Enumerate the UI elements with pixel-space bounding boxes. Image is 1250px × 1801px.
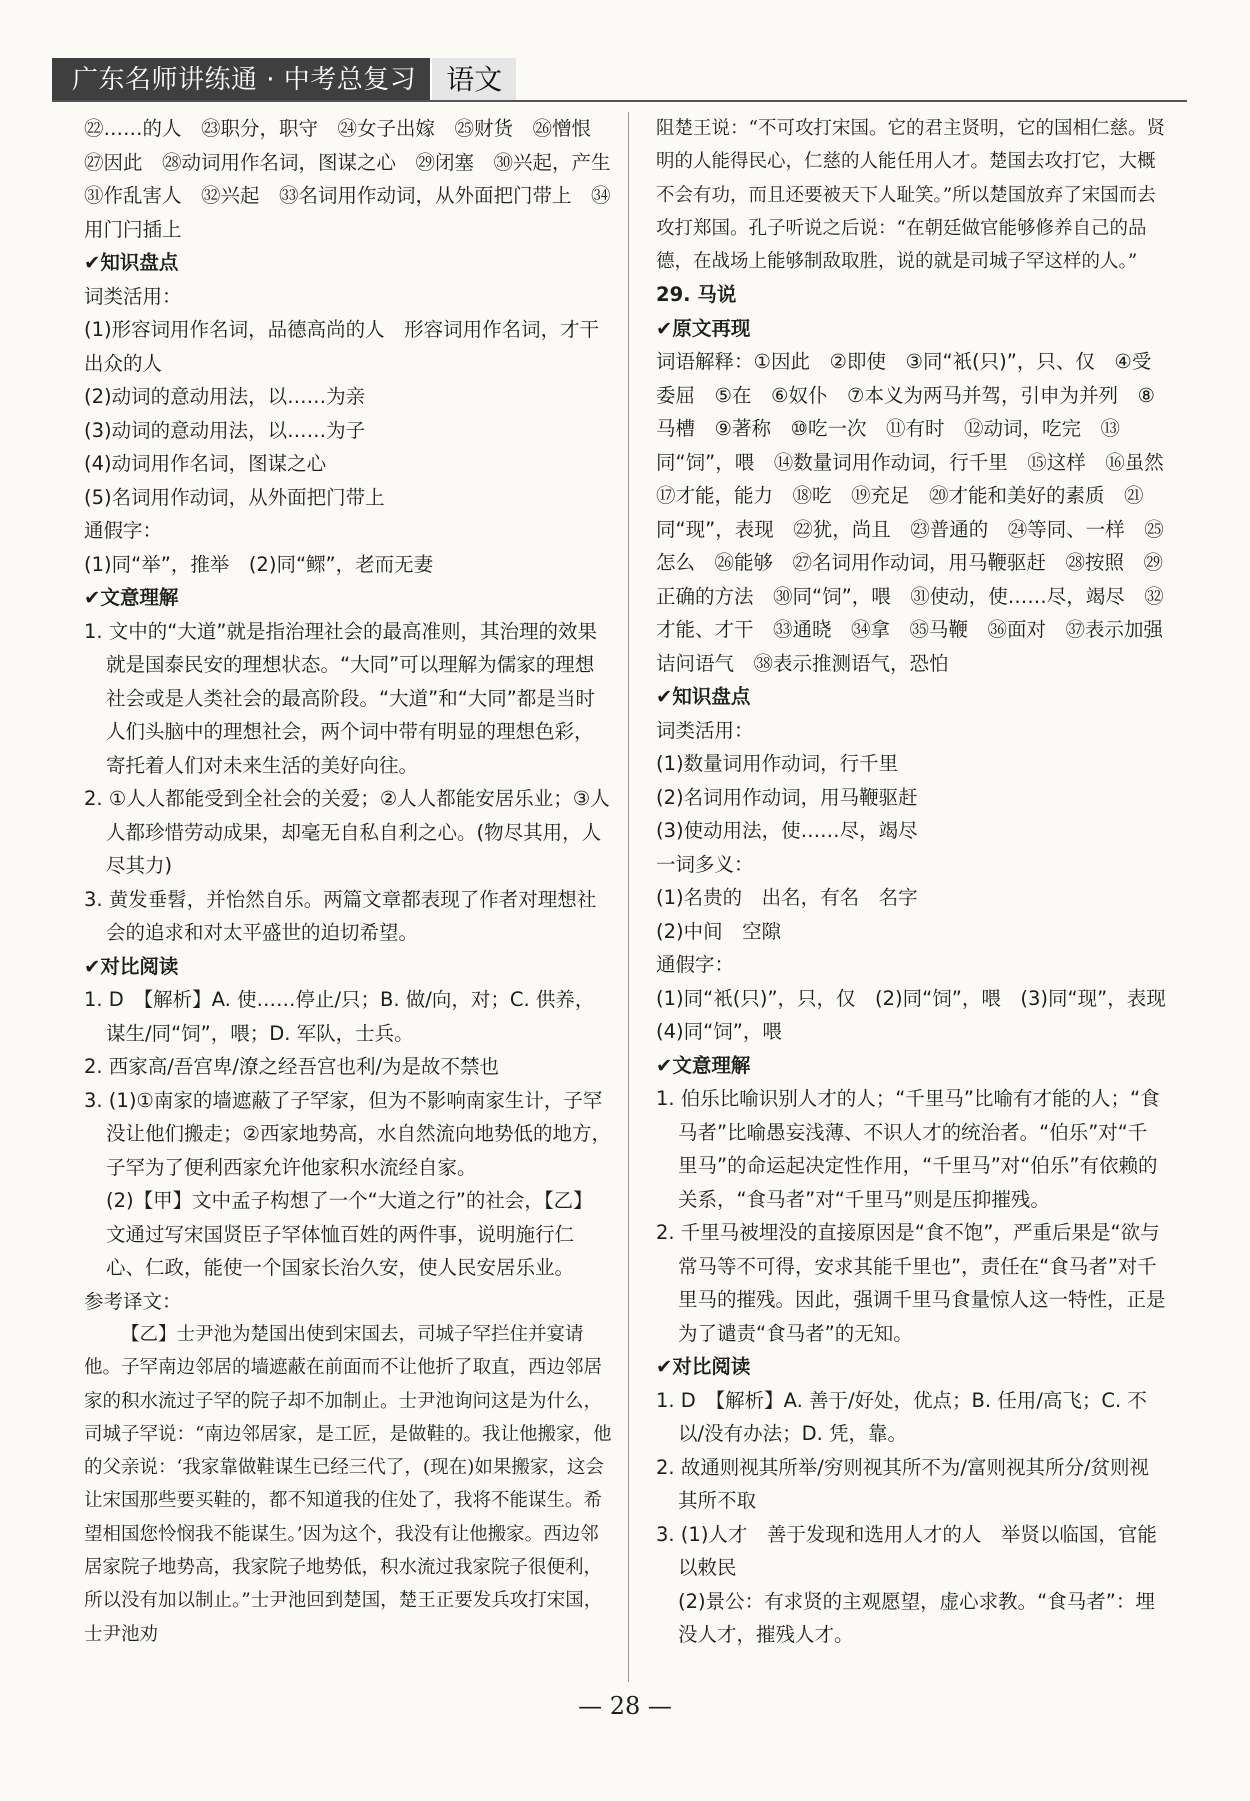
section-heading: ✔知识盘点 xyxy=(656,685,751,709)
answer-item: 3. (1)①南家的墙遮蔽了子罕家，但为不影响南家生计，子罕没让他们搬走；②西家地势高，水自然流向地势低的地方，子罕为了便利西家允许他家积水流经自家。 xyxy=(84,1088,611,1179)
translation-text: 阻楚王说：“不可攻打宋国。它的君主贤明，它的国相仁慈。贤明的人能得民心，仁慈的人能任用人才。楚国去攻打它，大概不会有功，而且还要被天下人耻笑。”所以楚国放弃了宋国而去攻打郑国。孔子听说之后说：“在朝廷做官能够修养自己的品德，在战场上能够制敌取胜，说的就是司城子罕这样的人。” xyxy=(656,118,1165,273)
column-divider xyxy=(628,112,629,1682)
section-heading: ✔文意理解 xyxy=(84,586,179,609)
header-rule xyxy=(52,100,1187,102)
answer-item: 1. D 【解析】A. 善于/好处，优点；B. 任用/高飞；C. 不以/没有办法；D. 凭，靠。 xyxy=(656,1388,1147,1446)
text-line: (2)中间 空隙 xyxy=(656,919,782,943)
answer-item: 1. D 【解析】A. 使……停止/只；B. 做/向，对；C. 供养，谋生/同“饲”，喂；D. 军队，士兵。 xyxy=(84,988,595,1045)
text-line: 一词多义： xyxy=(656,852,754,876)
text-line: 通假字： xyxy=(656,953,735,977)
book-series-title: 广东名师讲练通 · 中考总复习 xyxy=(52,58,430,102)
vocab-list: 词语解释：①因此 ②即使 ③同“衹(只)”，只、仅 ④受委屈 ⑤在 ⑥奴仆 ⑦本义为两马并驾，引申为并列 ⑧马槽 ⑨著称 ⑩吃一次 ⑪有时 ⑫动词，吃完 ⑬同“饲”，喂 ⑭数量词用作动词，行千里 ⑮这样 ⑯虽然 ⑰才能，能力 ⑱吃 ⑲充足 ⑳才能和美好的素质 ㉑同“现”，表现 ㉒犹，尚且 ㉓普通的 ㉔等同、一样 ㉕怎么 ㉖能够 ㉗名词用作动词，用马鞭驱赶 ㉘按照 ㉙正确的方法 ㉚同“饲”，喂 ㉛使动，使……尽，竭尽 ㉜才能、才干 ㉝通晓 ㉞拿 ㉟马鞭 ㊱面对 ㊲表示加强诘问语气 ㊳表示推测语气，恐怕 xyxy=(656,350,1184,675)
right-column xyxy=(656,112,1186,1652)
vocab-list: ㉒……的人 ㉓职分，职守 ㉔女子出嫁 ㉕财货 ㉖憎恨 ㉗因此 ㉘动词用作名词，图谋之心 ㉙闭塞 ㉚兴起，产生 ㉛作乱害人 ㉜兴起 ㉝名词用作动词，从外面把门带上 ㉞用门闩插上 xyxy=(84,117,631,241)
page-number-value: 28 xyxy=(609,1692,641,1720)
section-heading: ✔原文再现 xyxy=(656,316,751,340)
text-line: (1)名贵的 出名，有名 名字 xyxy=(656,886,918,910)
answer-item: 2. 故通则视其所举/穷则视其所不为/富则视其所分/贫则视其所不取 xyxy=(656,1455,1150,1513)
answer-item: 2. 西家高/吾宫卑/潦之经吾宫也利/为是故不禁也 xyxy=(84,1055,500,1078)
text-line: (3)动词的意动用法，以……为子 xyxy=(84,418,366,442)
translation-text: 【乙】士尹池为楚国出使到宋国去，司城子罕拦住并宴请他。子罕南边邻居的墙遮蔽在前面而不让他折了取直，西边邻居家的积水流过子罕的院子却不加制止。士尹池询问这是为什么，司城子罕说：“南边邻居家，是工匠，是做鞋的。我让他搬家，他的父亲说：‘我家靠做鞋谋生已经三代了，(现在)如果搬家，这会让宋国那些要买鞋的，都不知道我的住处了，我将不能谋生。希望相国您怜悯我不能谋生。’因为这个，我没有让他搬家。西边邻居家院子地势高，我家院子地势低，积水流过我家院子很便利，所以没有加以制止。”士尹池回到楚国，楚王正要发兵攻打宋国，士尹池劝 xyxy=(84,1324,612,1645)
text-line: 词类活用： xyxy=(656,718,754,742)
text-line: (3)使动用法，使……尽，竭尽 xyxy=(656,819,918,843)
section-heading: ✔文意理解 xyxy=(656,1053,751,1077)
answer-item: (2)景公：有求贤的主观愿望，虚心求教。“食马者”：埋没人才，摧残人才。 xyxy=(678,1589,1155,1647)
left-column xyxy=(84,112,631,1651)
text-line: (4)动词用作名词，图谋之心 xyxy=(84,452,327,475)
section-heading: ✔对比阅读 xyxy=(84,954,179,978)
section-heading: ✔对比阅读 xyxy=(656,1355,751,1379)
page-header xyxy=(52,58,516,102)
answer-item: 3. 黄发垂髫，并怡然自乐。两篇文章都表现了作者对理想社会的追求和对太平盛世的迫切希望。 xyxy=(84,887,597,944)
lesson-title: 29. 马说 xyxy=(656,283,737,307)
answer-item: 2. ①人人都能受到全社会的关爱；②人人都能安居乐业；③人人都珍惜劳动成果，却毫无自私自利之心。(物尽其用，人尽其力) xyxy=(84,787,610,877)
text-line: 词类活用： xyxy=(84,284,182,308)
text-line: (1)数量词用作动词，行千里 xyxy=(656,752,899,776)
text-line: 通假字： xyxy=(84,519,163,542)
section-heading: ✔知识盘点 xyxy=(84,251,179,274)
page-number: — 28 — xyxy=(578,1692,672,1720)
text-line: (1)形容词用作名词，品德高尚的人 形容词用作名词，才干出众的人 xyxy=(84,318,600,375)
answer-item: 1. 伯乐比喻识别人才的人；“千里马”比喻有才能的人；“食马者”比喻愚妄浅薄、不识人才的统治者。“伯乐”对“千里马”的命运起决定性作用，“千里马”对“伯乐”有依赖的关系，“食马者”对“千里马”则是压抑摧残。 xyxy=(656,1087,1160,1211)
answer-item: 3. (1)人才 善于发现和选用人才的人 举贤以临国，官能以敕民 xyxy=(656,1522,1157,1580)
answer-item: 2. 千里马被埋没的直接原因是“食不饱”，严重后果是“欲与常马等不可得，安求其能千里也”，责任在“食马者”对千里马的摧残。因此，强调千里马食量惊人这一特性，正是为了谴责“食马者”的无知。 xyxy=(656,1221,1166,1345)
answer-item: (2)【甲】文中孟子构想了一个“大道之行”的社会，【乙】文通过写宋国贤臣子罕体恤百姓的两件事，说明施行仁心、仁政，能使一个国家长治久安，使人民安居乐业。 xyxy=(106,1189,593,1279)
answer-item: 1. 文中的“大道”就是指治理社会的最高准则，其治理的效果就是国泰民安的理想状态。“大同”可以理解为儒家的理想社会或是人类社会的最高阶段。“大道”和“大同”都是当时人们头脑中的理想社会，两个词中带有明显的理想色彩，寄托着人们对未来生活的美好向往。 xyxy=(84,619,598,777)
text-line: (1)同“举”，推举 (2)同“鳏”，老而无妻 xyxy=(84,552,434,576)
text-line: (1)同“衹(只)”，只，仅 (2)同“饲”，喂 (3)同“现”，表现 (4)同“饲”，喂 xyxy=(656,986,1186,1044)
subject-label: 语文 xyxy=(430,58,516,102)
text-line: (5)名词用作动词，从外面把门带上 xyxy=(84,485,385,509)
text-line: (2)动词的意动用法，以……为亲 xyxy=(84,385,366,408)
translation-label: 参考译文： xyxy=(84,1289,182,1313)
text-line: (2)名词用作动词，用马鞭驱赶 xyxy=(656,785,918,809)
